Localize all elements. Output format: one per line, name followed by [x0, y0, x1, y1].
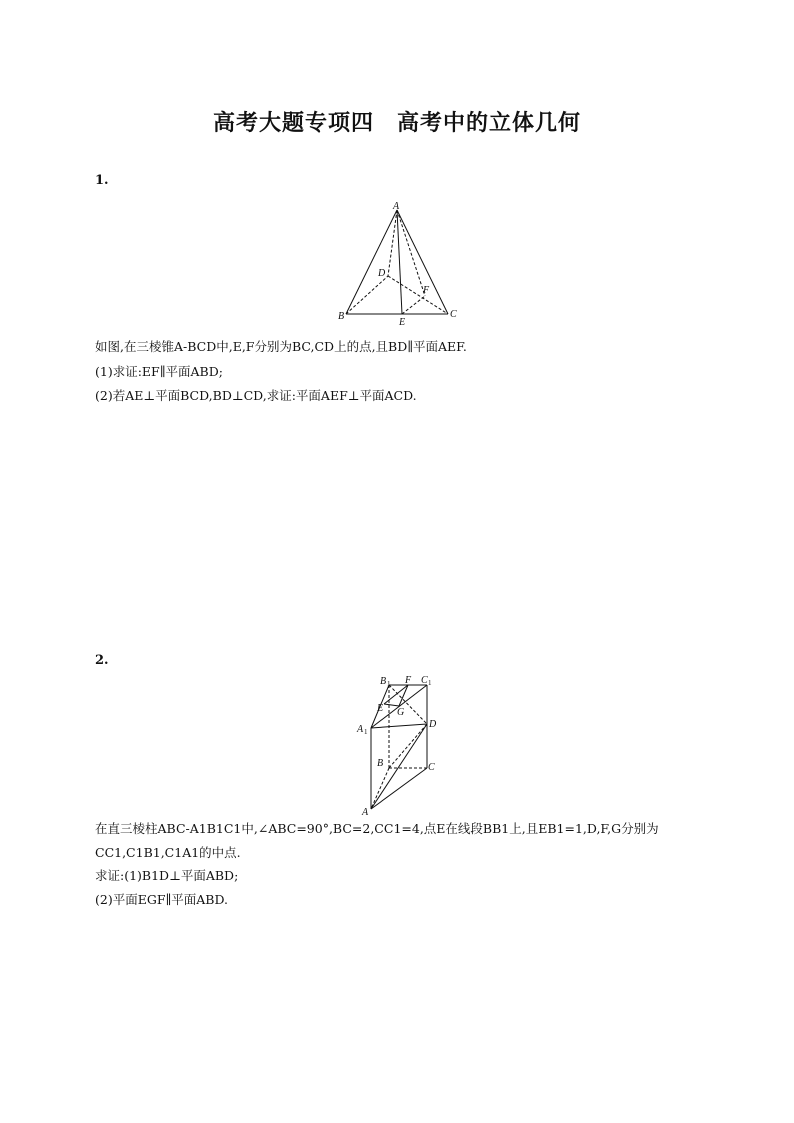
problem-1-part-2: (2)若AE⊥平面BCD,BD⊥CD,求证:平面AEF⊥平面ACD. — [95, 388, 417, 403]
svg-text:B: B — [380, 676, 387, 687]
svg-text:D: D — [429, 719, 437, 730]
svg-text:C: C — [450, 309, 457, 320]
page-title: 高考大题专项四 高考中的立体几何 — [212, 110, 581, 136]
problem-2-figure — [354, 672, 444, 817]
problem-1-figure — [330, 198, 465, 330]
svg-text:G: G — [397, 707, 405, 718]
svg-text:A: A — [393, 201, 400, 212]
svg-text:E: E — [399, 317, 406, 328]
problem-2-part-2: (2)平面EGF∥平面ABD. — [95, 892, 229, 907]
problem-2-statement-line-2: CC1,C1B1,C1A1的中点. — [95, 845, 241, 860]
svg-text:F: F — [423, 285, 430, 296]
problem-2-statement-line-1: 在直三棱柱ABC-A1B1C1中,∠ABC=90°,BC=2,CC1=4,点E在线段BB1上,且EB1=1,D,F,G分别为 — [95, 821, 659, 836]
problem-1-part-1: (1)求证:EF∥平面ABD; — [95, 364, 223, 379]
svg-text:B: B — [377, 758, 384, 769]
svg-text:C: C — [421, 675, 428, 686]
svg-text:E: E — [377, 703, 384, 714]
svg-text:D: D — [378, 268, 386, 279]
svg-text:1: 1 — [428, 679, 432, 687]
problem-2-part-1: 求证:(1)B1D⊥平面ABD; — [95, 868, 239, 883]
svg-text:1: 1 — [387, 680, 391, 688]
problem-1-number: 1. — [95, 173, 109, 188]
svg-text:A: A — [362, 807, 369, 817]
svg-text:A: A — [357, 724, 364, 735]
svg-text:B: B — [338, 311, 345, 322]
problem-2-number: 2. — [95, 653, 109, 668]
svg-text:C: C — [428, 762, 435, 773]
problem-1-statement: 如图,在三棱锥A-BCD中,E,F分别为BC,CD上的点,且BD∥平面AEF. — [95, 339, 467, 354]
svg-text:F: F — [405, 675, 412, 686]
svg-text:1: 1 — [364, 728, 368, 736]
